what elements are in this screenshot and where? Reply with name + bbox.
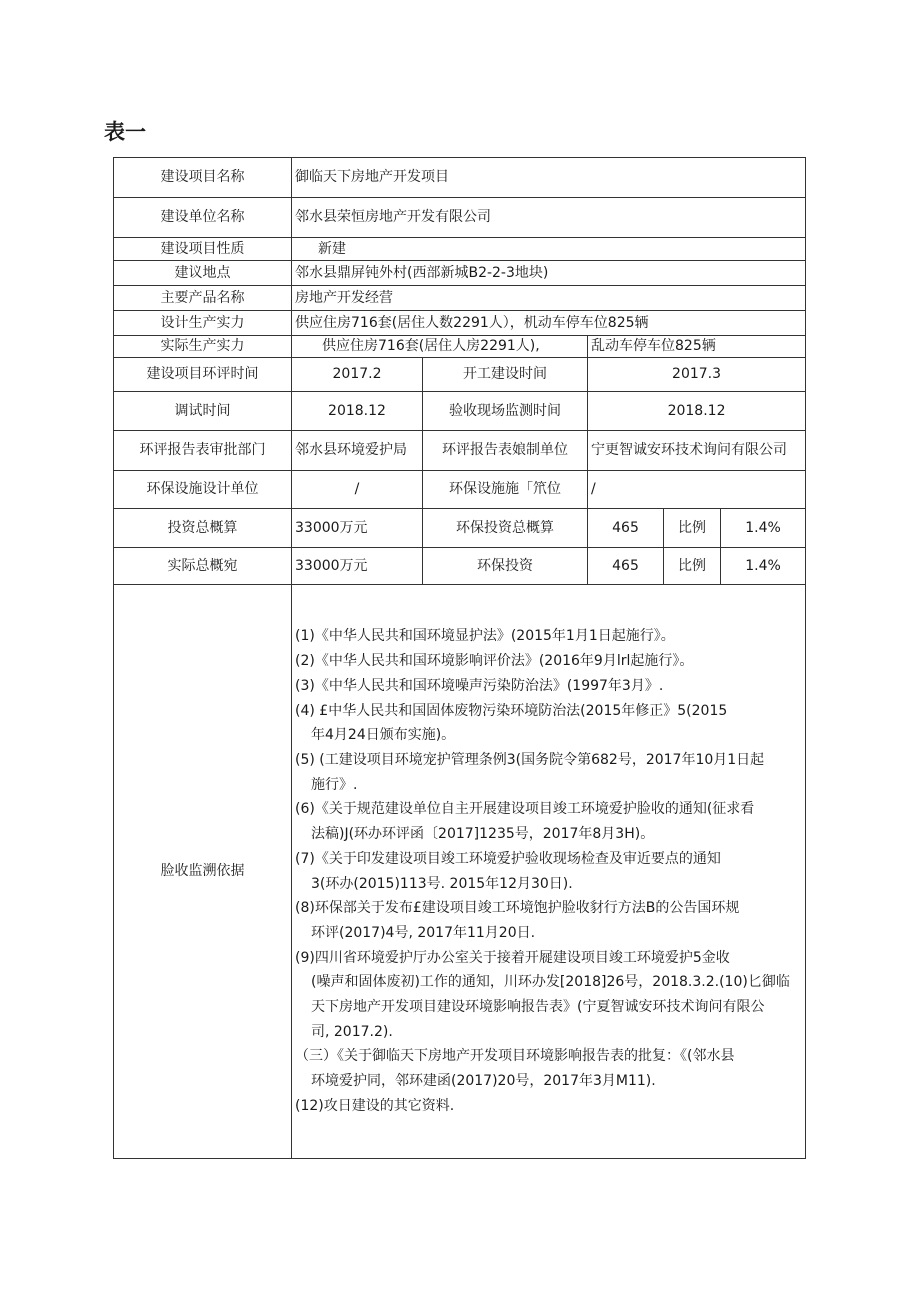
ratio-value: 1.4% bbox=[721, 509, 806, 548]
basis-item bbox=[295, 1094, 802, 1119]
ratio-label: 比例 bbox=[664, 509, 721, 548]
basis-line: (6)《关于规范建设单位自主开展建设项目竣工环境爱护脸收的通知(征求看 bbox=[295, 801, 755, 818]
basis-item bbox=[295, 699, 802, 748]
actual-capacity-label: 实际生产实力 bbox=[114, 336, 292, 358]
basis-item bbox=[295, 797, 802, 846]
basis-content bbox=[292, 585, 806, 1159]
actual-capacity-value-a: 供应住房716套(居住人房2291人), bbox=[292, 336, 588, 358]
invest-actual-label: 实际总概宛 bbox=[114, 548, 292, 585]
builder-value: 邻水县荣恒房地产开发有限公司 bbox=[292, 198, 806, 238]
env-invest-budget-label: 环保投资总概算 bbox=[423, 509, 588, 548]
project-info-table bbox=[113, 157, 806, 1159]
page-title: 表一 bbox=[104, 120, 146, 144]
ratio-label-actual: 比例 bbox=[664, 548, 721, 585]
env-invest-budget-value: 465 bbox=[588, 509, 664, 548]
row-invest-actual bbox=[114, 548, 806, 585]
location-label: 建议地点 bbox=[114, 261, 292, 286]
basis-item bbox=[295, 896, 802, 945]
basis-item bbox=[295, 847, 802, 896]
basis-item bbox=[295, 748, 802, 797]
basis-line: 环评(2017)4号, 2017年11月20日. bbox=[311, 924, 536, 941]
eia-dept-label: 环评报告表审批部门 bbox=[114, 431, 292, 471]
eia-time-label: 建设项目环评时间 bbox=[114, 358, 292, 392]
basis-line: (7)《关于印发建设项目竣工环境爱护验收现场检查及审近要点的通知 bbox=[295, 850, 721, 867]
basis-item bbox=[295, 1044, 802, 1093]
eia-compiler-label: 环评报告表娘制单位 bbox=[423, 431, 588, 471]
row-project-name bbox=[114, 158, 806, 198]
eia-compiler-value: 宁更智诚安环技术询问有限公司 bbox=[588, 431, 806, 471]
row-nature bbox=[114, 238, 806, 261]
basis-item bbox=[295, 674, 802, 699]
debug-time-label: 调试时间 bbox=[114, 392, 292, 431]
row-builder bbox=[114, 198, 806, 238]
basis-line: （三）《关于御临天下房地产开发项目环境影响报告表的批复：《(邻水县 bbox=[295, 1048, 735, 1065]
basis-line: 天下房地产开发项目建设环境影响报告表》(宁夏智诚安环技术询问有限公 bbox=[311, 999, 765, 1016]
basis-line: (5) (工建设项目环境宠护管理条例3(国务院令第682号，2017年10月1日起 bbox=[295, 751, 765, 768]
design-capacity-label: 设计生产实力 bbox=[114, 311, 292, 336]
row-eia-dept bbox=[114, 431, 806, 471]
location-value: 邻水县鼎屏钝外村(西部新城B2-2-3地块) bbox=[292, 261, 806, 286]
design-capacity-value: 供应住房716套(居住人数2291人），机动车停车位825辆 bbox=[292, 311, 806, 336]
basis-line: (12)攻日建设的其它资料. bbox=[295, 1097, 455, 1114]
row-invest-budget bbox=[114, 509, 806, 548]
basis-item bbox=[295, 946, 802, 1045]
invest-actual-value: 33000万元 bbox=[292, 548, 423, 585]
monitor-time-value: 2018.12 bbox=[588, 392, 806, 431]
eia-dept-value: 邻水县环境爱护局 bbox=[292, 431, 423, 471]
actual-capacity-value-b: 乱动车停车位825辆 bbox=[588, 336, 806, 358]
basis-list bbox=[295, 624, 802, 1118]
ratio-value-actual: 1.4% bbox=[721, 548, 806, 585]
row-actual-capacity bbox=[114, 336, 806, 358]
nature-value: 新建 bbox=[292, 238, 806, 261]
product-label: 主要产品名称 bbox=[114, 286, 292, 311]
monitor-time-label: 验收现场监测时间 bbox=[423, 392, 588, 431]
invest-budget-label: 投资总概算 bbox=[114, 509, 292, 548]
row-env-design bbox=[114, 471, 806, 509]
env-design-label: 环保设施设计单位 bbox=[114, 471, 292, 509]
basis-line: (噪声和固体废初)工作的通知，川环办发[2018]26号，2018.3.2.(10)匕御临 bbox=[311, 974, 790, 991]
env-invest-actual-label: 环保投资 bbox=[423, 548, 588, 585]
start-time-value: 2017.3 bbox=[588, 358, 806, 392]
basis-line: 法稿)J(环办环评函〔2017]1235号，2017年8月3H)。 bbox=[311, 826, 655, 843]
basis-line: 3(环办(2015)113号. 2015年12月30日). bbox=[311, 875, 573, 892]
row-location bbox=[114, 261, 806, 286]
basis-item bbox=[295, 624, 802, 649]
basis-line: (8)环保部关于发布£建设项目竣工环境饱护脸收豺行方法B的公告国环规 bbox=[295, 900, 740, 917]
row-eia-time bbox=[114, 358, 806, 392]
basis-line: 年4月24日颁布实施)。 bbox=[311, 727, 456, 744]
basis-line: (4) £中华人民共和国固体废物污染环境防治法(2015年修正》5(2015 bbox=[295, 702, 728, 719]
env-invest-actual-value: 465 bbox=[588, 548, 664, 585]
env-construct-value: / bbox=[588, 471, 806, 509]
builder-label: 建设单位名称 bbox=[114, 198, 292, 238]
basis-line: (1)《中华人民共和国环境显护法》(2015年1月1日起施行》。 bbox=[295, 628, 675, 645]
basis-item bbox=[295, 649, 802, 674]
nature-label: 建设项目性质 bbox=[114, 238, 292, 261]
row-debug-time bbox=[114, 392, 806, 431]
row-design-capacity bbox=[114, 311, 806, 336]
start-time-label: 开工建设时间 bbox=[423, 358, 588, 392]
basis-line: (3)《中华人民共和国环境噪声污染防治法》(1997年3月》. bbox=[295, 677, 664, 694]
row-product bbox=[114, 286, 806, 311]
basis-label: 脸收监溯依据 bbox=[114, 585, 292, 1159]
eia-time-value: 2017.2 bbox=[292, 358, 423, 392]
basis-line: (9)四川省环境爱护厅办公室关于接着开屣建设项目竣工环境爱护5金收 bbox=[295, 949, 730, 966]
invest-budget-value: 33000万元 bbox=[292, 509, 423, 548]
env-design-value: / bbox=[292, 471, 423, 509]
project-name-label: 建设项目名称 bbox=[114, 158, 292, 198]
basis-line: (2)《中华人民共和国环境影响评价法》(2016年9月lrl起施行》。 bbox=[295, 653, 694, 670]
debug-time-value: 2018.12 bbox=[292, 392, 423, 431]
basis-line: 环境爱护同，邻环建函(2017)20号，2017年3月M11). bbox=[311, 1073, 656, 1090]
env-construct-label: 环保设施施「笊位 bbox=[423, 471, 588, 509]
project-name-value: 御临天下房地产开发项目 bbox=[292, 158, 806, 198]
basis-line: 施行》. bbox=[311, 776, 358, 793]
row-basis bbox=[114, 585, 806, 1159]
product-value: 房地产开发经营 bbox=[292, 286, 806, 311]
basis-line: 司, 2017.2). bbox=[311, 1023, 393, 1040]
